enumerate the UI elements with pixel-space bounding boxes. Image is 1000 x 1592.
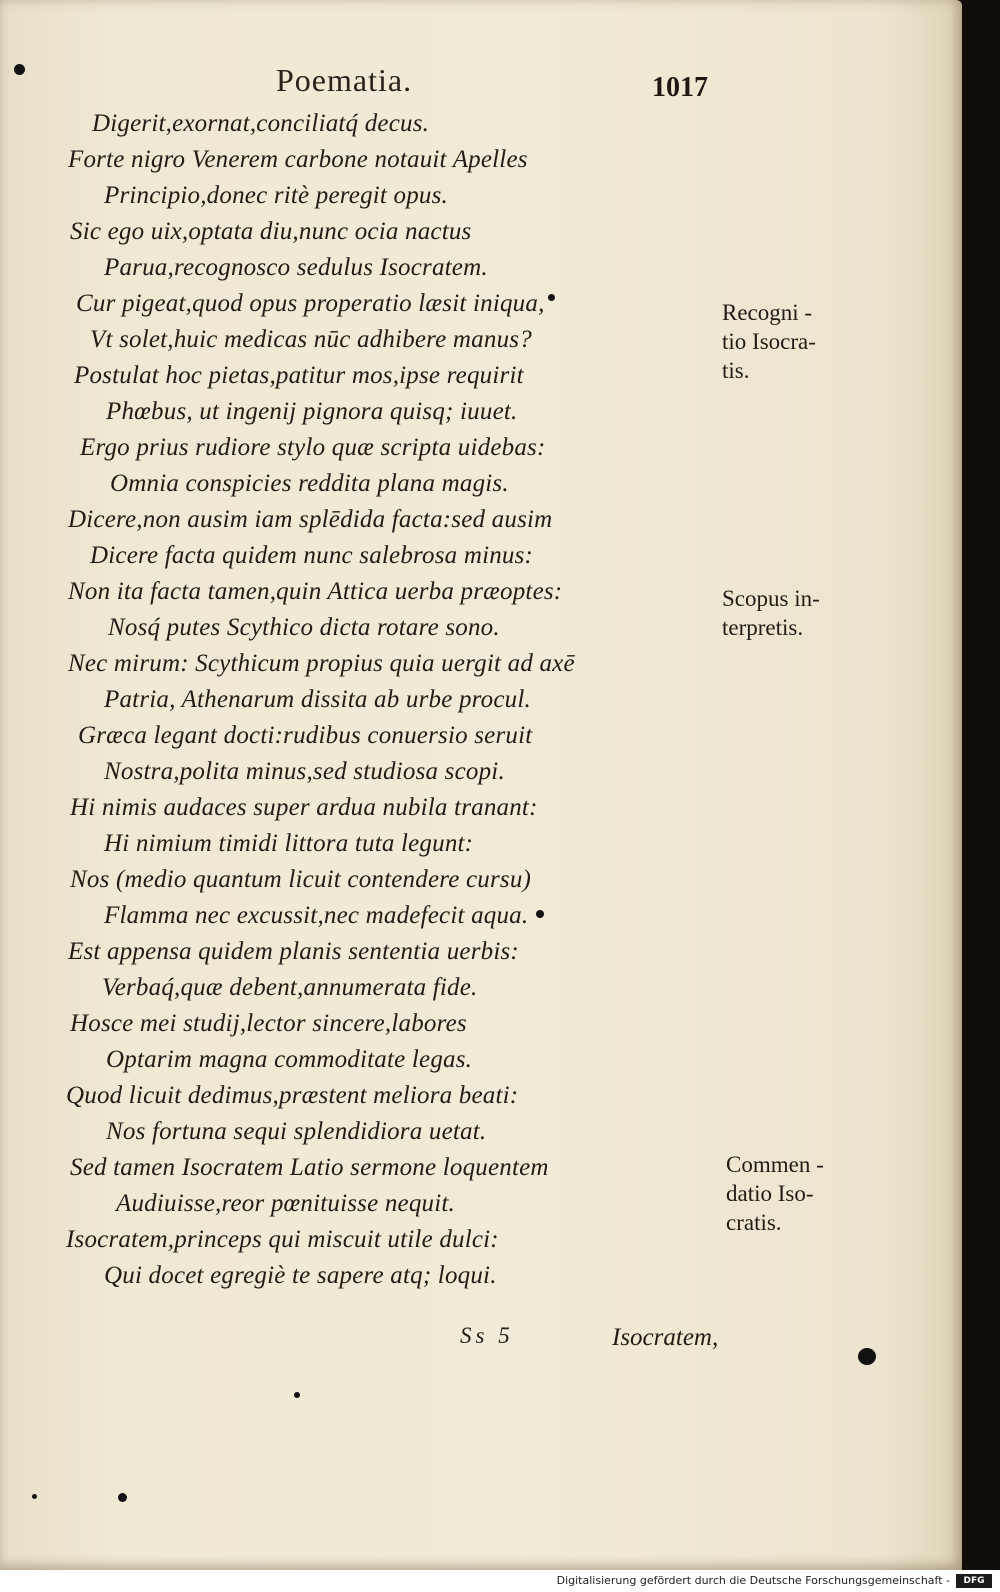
verse-line: Hosce mei studij,lector sincere,labores xyxy=(70,1010,467,1037)
page-number: 1017 xyxy=(652,72,708,103)
verse-line: Parua,recognosco sedulus Isocratem. xyxy=(104,254,488,281)
verse-line: Patria, Athenarum dissita ab urbe procul. xyxy=(104,686,531,713)
verse-line: Cur pigeat,quod opus properatio læsit iniqua, xyxy=(76,290,545,317)
margin-note xyxy=(722,298,816,385)
verse-line: Est appensa quidem planis sententia uerbis: xyxy=(68,938,519,965)
book-edge xyxy=(962,0,1000,1570)
verse-line: Vt solet,huic medicas nūc adhibere manus? xyxy=(90,326,532,353)
verse-line: Nec mirum: Scythicum propius quia uergit ad axē xyxy=(68,650,575,677)
ink-spot xyxy=(548,294,555,301)
verse-line: Omnia conspicies reddita plana magis. xyxy=(110,470,509,497)
verse-line: Postulat hoc pietas,patitur mos,ipse requirit xyxy=(74,362,524,389)
verse-line: Hi nimium timidi littora tuta legunt: xyxy=(104,830,474,857)
margin-note-line: Recogni - xyxy=(722,300,813,325)
margin-note xyxy=(722,584,820,642)
ink-spot xyxy=(294,1392,300,1398)
verse-line: Flamma nec excussit,nec madefecit aqua. xyxy=(104,902,529,929)
verse-line: Græca legant docti:rudibus conuersio seruit xyxy=(78,722,533,749)
verse-line: Nosq́ putes Scythico dicta rotare sono. xyxy=(108,614,500,641)
margin-note-line: terpretis. xyxy=(722,615,804,640)
verse-line: Ergo prius rudiore stylo quæ scripta uidebas: xyxy=(80,434,546,461)
signature-mark: Ss 5 xyxy=(460,1323,514,1348)
verse-line: Dicere,non ausim iam splēdida facta:sed ausim xyxy=(68,506,553,533)
footer-credit: Digitalisierung gefördert durch die Deutsche Forschungsgemeinschaft - xyxy=(556,1574,950,1587)
verse-line: Sed tamen Isocratem Latio sermone loquentem xyxy=(70,1154,549,1181)
verse-line: Optarim magna commoditate legas. xyxy=(106,1046,473,1073)
verse-line: Qui docet egregiè te sapere atq; loqui. xyxy=(104,1262,497,1289)
margin-note-line: Commen - xyxy=(726,1152,824,1177)
footer-bar xyxy=(0,1570,1000,1592)
running-title: Poematia. xyxy=(276,62,413,98)
margin-note-line: tio Isocra- xyxy=(722,329,816,354)
verse-line: Hi nimis audaces super ardua nubila tranant: xyxy=(70,794,538,821)
catchword: Isocratem, xyxy=(612,1324,719,1351)
verse-line: Principio,donec ritè peregit opus. xyxy=(104,182,449,209)
verse-line: Isocratem,princeps qui miscuit utile dulci: xyxy=(66,1226,499,1253)
margin-note-line: datio Iso- xyxy=(726,1181,814,1206)
margin-note-line: tis. xyxy=(722,358,750,383)
ink-spot xyxy=(858,1348,876,1365)
verse-line: Verbaq́,quæ debent,annumerata fide. xyxy=(102,974,478,1001)
verse-line: Nos fortuna sequi splendidiora uetat. xyxy=(106,1118,487,1145)
dfg-logo: DFG xyxy=(956,1574,992,1588)
margin-note-line: Scopus in- xyxy=(722,586,820,611)
verse-line: Dicere facta quidem nunc salebrosa minus: xyxy=(90,542,534,569)
verse-line: Forte nigro Venerem carbone notauit Apelles xyxy=(68,146,528,173)
margin-note-line: cratis. xyxy=(726,1210,782,1235)
ink-spot xyxy=(118,1493,127,1502)
verse-line: Sic ego uix,optata diu,nunc ocia nactus xyxy=(70,218,472,245)
verse-line: Audiuisse,reor pœnituisse nequit. xyxy=(116,1190,455,1217)
margin-note xyxy=(726,1150,824,1237)
ink-spot xyxy=(536,910,544,918)
verse-line: Nostra,polita minus,sed studiosa scopi. xyxy=(104,758,505,785)
ink-spot xyxy=(14,64,25,75)
verse-line: Phœbus, ut ingenij pignora quisq; iuuet. xyxy=(106,398,518,425)
verse-line: Digerit,exornat,conciliatq́ decus. xyxy=(92,110,430,137)
verse-line: Quod licuit dedimus,præstent meliora beati: xyxy=(66,1082,519,1109)
ink-spot xyxy=(32,1494,37,1499)
verse-line: Nos (medio quantum licuit contendere cursu) xyxy=(70,866,532,893)
verse-line: Non ita facta tamen,quin Attica uerba præoptes: xyxy=(68,578,563,605)
